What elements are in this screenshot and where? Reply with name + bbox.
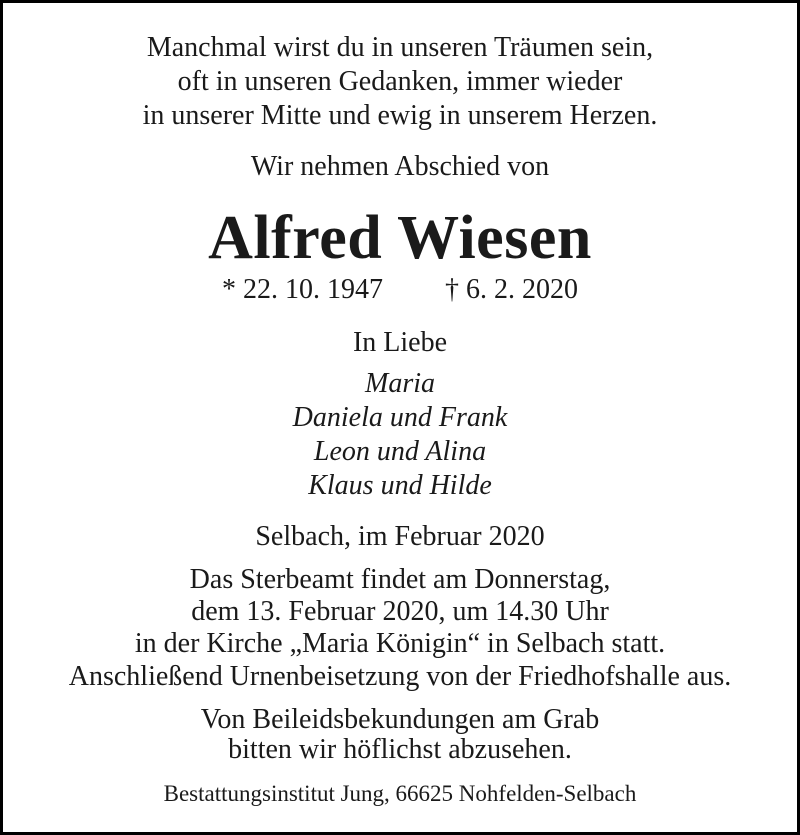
service-line: dem 13. Februar 2020, um 14.30 Uhr bbox=[191, 596, 609, 627]
life-dates bbox=[3, 274, 797, 306]
verse-line: Manchmal wirst du in unseren Träumen sein, bbox=[146, 32, 654, 63]
funeral-home: Bestattungsinstitut Jung, 66625 Nohfelden-Selbach bbox=[163, 781, 637, 806]
deceased-name: Alfred Wiesen bbox=[208, 204, 592, 272]
verse-line: in unserer Mitte und ewig in unserem Herzen. bbox=[142, 100, 658, 131]
condolence-line: Von Beileidsbekundungen am Grab bbox=[200, 704, 600, 735]
service-line: Das Sterbeamt findet am Donnerstag, bbox=[189, 564, 611, 595]
mourner: Daniela und Frank bbox=[292, 402, 508, 433]
in-love-text: In Liebe bbox=[352, 327, 448, 358]
mourner: Klaus und Hilde bbox=[308, 470, 492, 501]
mourner: Maria bbox=[365, 368, 435, 399]
condolence-line: bitten wir höflichst abzusehen. bbox=[228, 734, 572, 765]
service-line: in der Kirche „Maria Königin“ in Selbach statt. bbox=[134, 628, 666, 659]
place-date: Selbach, im Februar 2020 bbox=[255, 521, 545, 552]
mourner: Leon und Alina bbox=[313, 436, 487, 467]
intro-text: Wir nehmen Abschied von bbox=[250, 151, 550, 182]
service-line: Anschließend Urnenbeisetzung von der Friedhofshalle aus. bbox=[68, 661, 732, 692]
birth-date: * 22. 10. 1947 bbox=[222, 274, 383, 305]
verse-line: oft in unseren Gedanken, immer wieder bbox=[177, 66, 623, 97]
death-date: † 6. 2. 2020 bbox=[445, 274, 578, 305]
